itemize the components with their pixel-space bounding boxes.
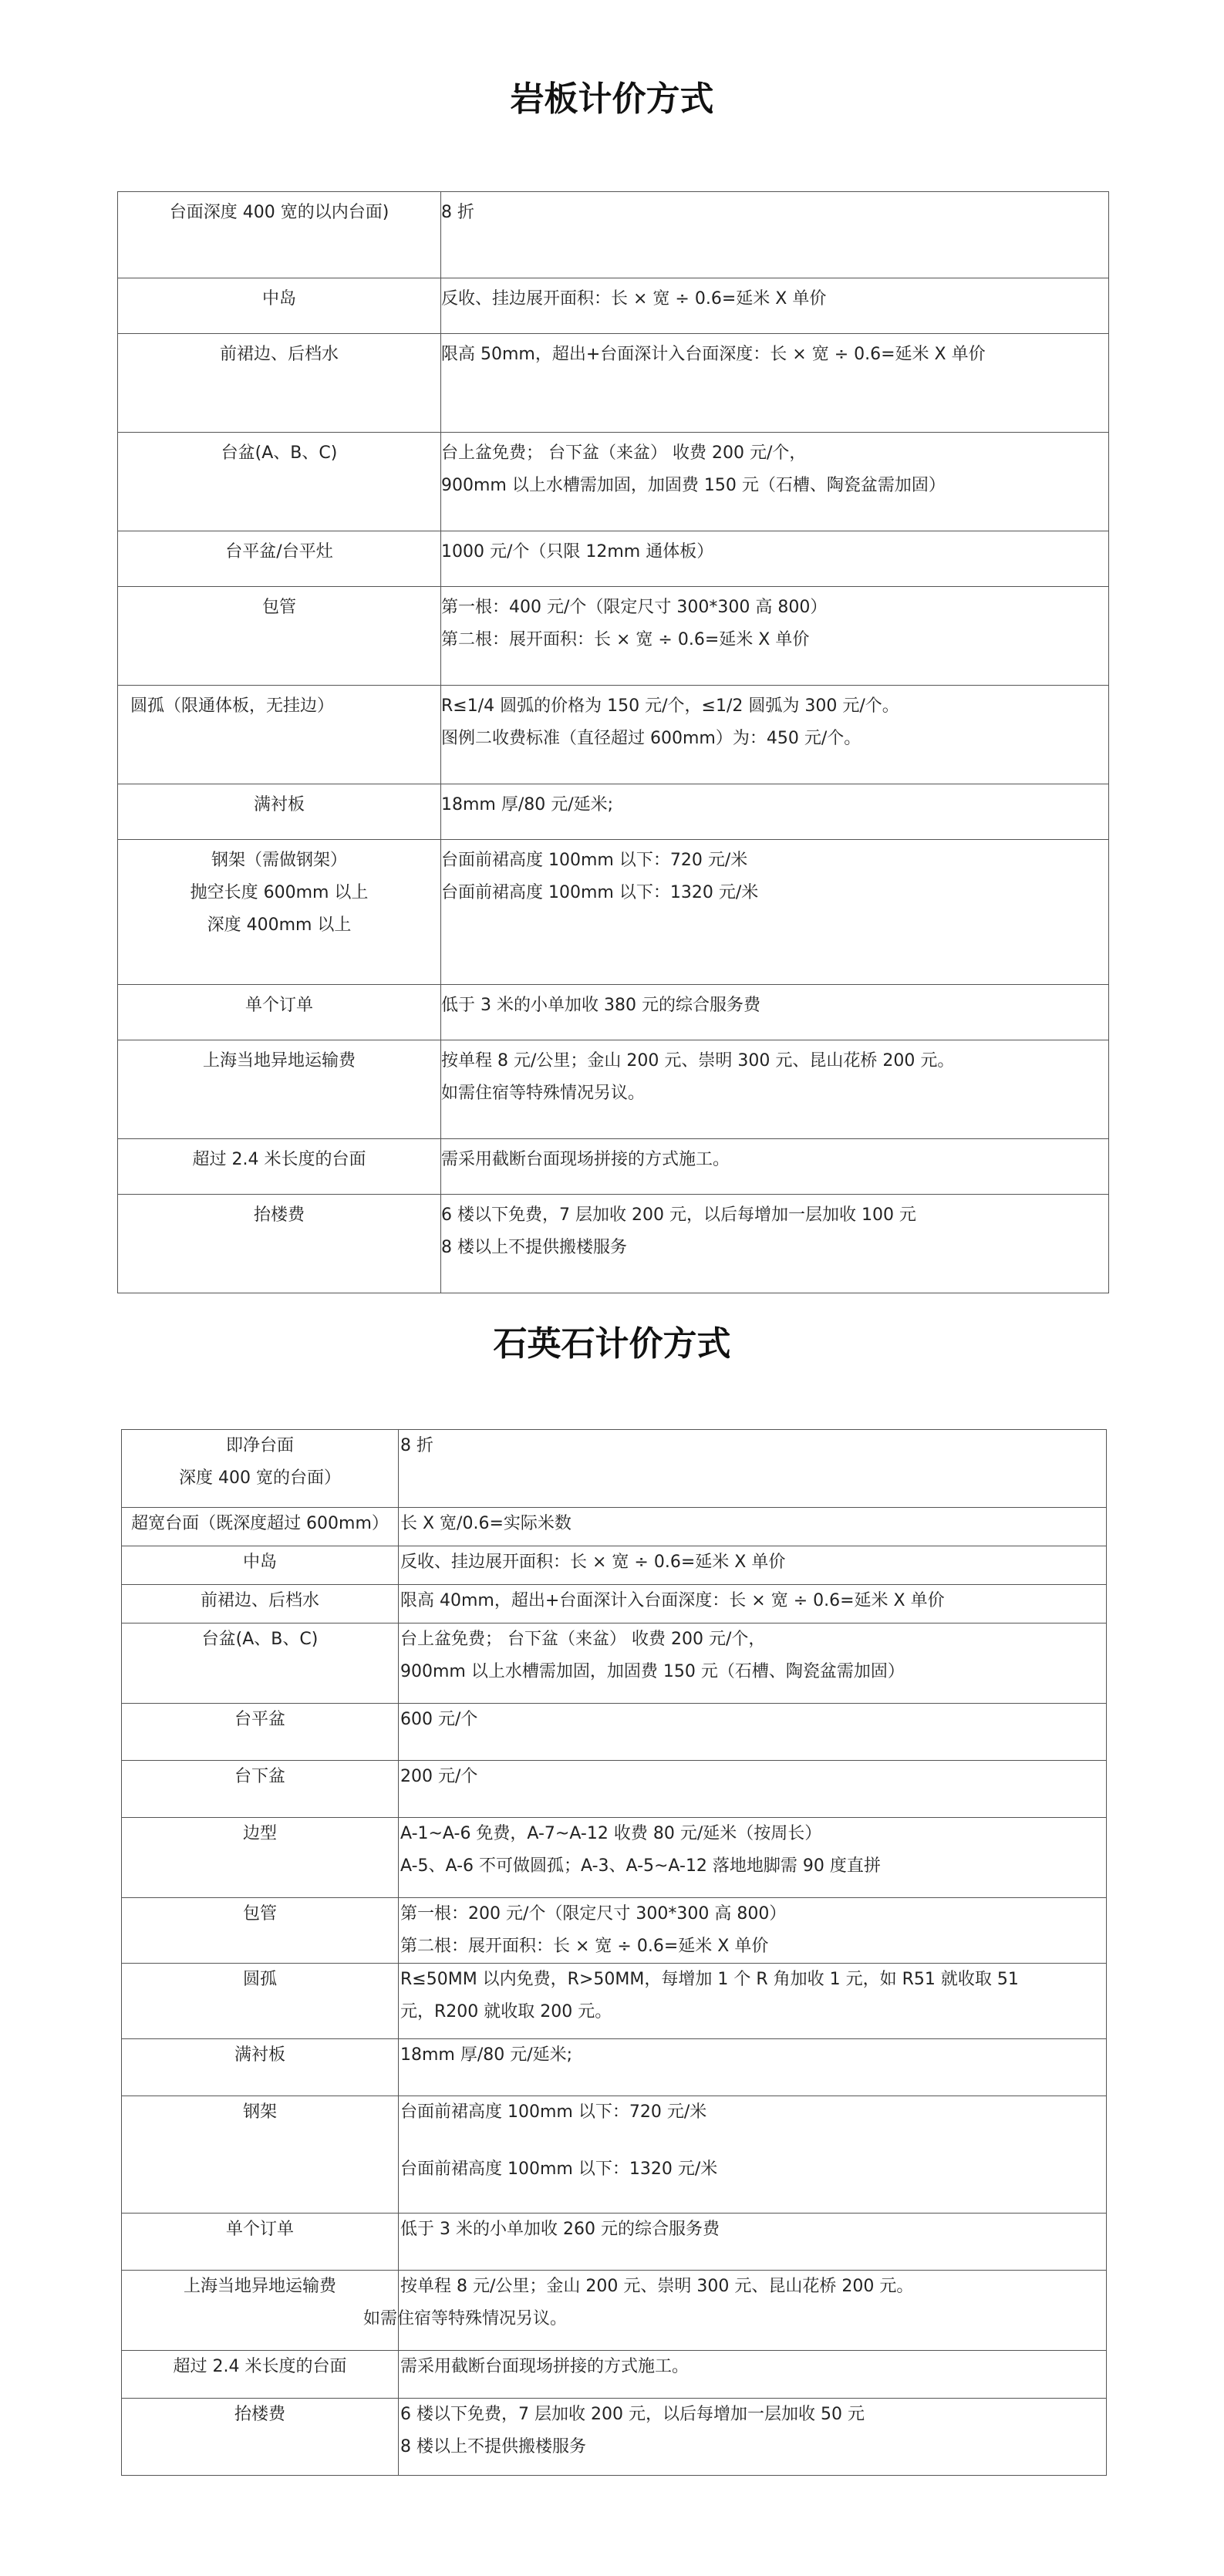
row-value-line: 反收、挂边展开面积：长 × 宽 ÷ 0.6=延米 X 单价 <box>400 1553 786 1572</box>
row-label <box>118 1139 441 1195</box>
row-value <box>441 433 1109 531</box>
row-label-line: 台面深度 400 宽的以内台面) <box>169 203 389 222</box>
row-value-line: 第一根：200 元/个（限定尺寸 300*300 高 800） <box>400 1904 787 1924</box>
row-value <box>399 2039 1107 2096</box>
table-row <box>122 1585 1107 1623</box>
row-value <box>441 278 1109 334</box>
row-label-line: 包管 <box>242 1904 277 1924</box>
row-value-line: 需采用截断台面现场拼接的方式施工。 <box>441 1150 730 1169</box>
row-value <box>441 531 1109 587</box>
row-value <box>399 1430 1107 1508</box>
row-label-line: 台盆(A、B、C) <box>201 1630 319 1649</box>
row-value <box>441 840 1109 985</box>
row-label <box>122 2214 399 2271</box>
row-value <box>399 1508 1107 1546</box>
row-value-line: 600 元/个 <box>400 1710 478 1729</box>
row-label-line: 包管 <box>261 598 296 617</box>
table-row <box>118 1040 1109 1139</box>
row-value <box>399 1585 1107 1623</box>
row-value-line: 元，R200 就收取 200 元。 <box>400 2002 612 2021</box>
row-value-line: 6 楼以下免费，7 层加收 200 元，以后每增加一层加收 50 元 <box>400 2405 865 2424</box>
row-label <box>118 1195 441 1293</box>
row-value <box>399 2399 1107 2476</box>
row-value-line: 900mm 以上水槽需加固，加固费 150 元（石槽、陶瓷盆需加固） <box>441 476 946 495</box>
row-label <box>118 840 441 985</box>
row-label-line: 前裙边、后档水 <box>219 345 339 364</box>
row-label <box>118 686 441 784</box>
row-value <box>399 1761 1107 1818</box>
table-row <box>122 1704 1107 1761</box>
row-value <box>363 2271 1107 2351</box>
row-value-line: R≤1/4 圆弧的价格为 150 元/个，≤1/2 圆弧为 300 元/个。 <box>441 696 899 716</box>
row-label <box>118 985 441 1040</box>
row-value-line: 第二根：展开面积：长 × 宽 ÷ 0.6=延米 X 单价 <box>400 1937 769 1956</box>
row-value <box>441 1139 1109 1195</box>
quartz-pricing-table <box>121 1429 1107 2476</box>
row-value <box>399 1546 1107 1585</box>
row-label-line: 深度 400 宽的台面） <box>179 1468 341 1488</box>
row-label-line: 钢架 <box>242 2102 277 2122</box>
row-value-line: 900mm 以上水槽需加固，加固费 150 元（石槽、陶瓷盆需加固） <box>400 1662 905 1681</box>
row-label-line: 台盆(A、B、C) <box>221 443 338 463</box>
row-value-line: 按单程 8 元/公里；金山 200 元、崇明 300 元、昆山花桥 200 元。 <box>441 1051 955 1071</box>
table-row <box>122 1623 1107 1704</box>
row-label-line: 上海当地异地运输费 <box>183 2277 336 2296</box>
row-value-line: 台面前裙高度 100mm 以下：720 元/米 <box>400 2102 707 2122</box>
table-row <box>118 433 1109 531</box>
row-label-line: 超过 2.4 米长度的台面 <box>192 1150 366 1169</box>
table-row <box>122 2399 1107 2476</box>
table-row <box>122 2214 1107 2271</box>
row-value-line: 18mm 厚/80 元/延米; <box>400 2045 573 2065</box>
row-label <box>122 2039 399 2096</box>
row-label-line: 单个订单 <box>225 2220 294 2239</box>
row-value-line: 8 折 <box>400 1436 433 1455</box>
table-row <box>122 2039 1107 2096</box>
row-label <box>122 1761 399 1818</box>
row-label-line: 前裙边、后档水 <box>200 1591 319 1610</box>
row-value-line: A-5、A-6 不可做圆孤；A-3、A-5~A-12 落地地脚需 90 度直拼 <box>400 1856 881 1876</box>
row-label <box>122 2271 399 2351</box>
table-row <box>118 334 1109 433</box>
row-value-line: 1000 元/个（只限 12mm 通体板） <box>441 542 714 561</box>
row-value-line: 200 元/个 <box>400 1767 478 1786</box>
row-value-line: 图例二收费标准（直径超过 600mm）为：450 元/个。 <box>441 729 862 748</box>
row-label-line: 单个订单 <box>244 996 313 1015</box>
table-row <box>118 840 1109 985</box>
row-label <box>118 1040 441 1139</box>
row-label-line: 台平盆 <box>234 1710 285 1729</box>
row-value-line: 台面前裙高度 100mm 以下：1320 元/米 <box>441 883 759 902</box>
row-value-line: 按单程 8 元/公里；金山 200 元、崇明 300 元、昆山花桥 200 元。 <box>400 2277 914 2296</box>
row-label <box>118 433 441 531</box>
row-value-line: 低于 3 米的小单加收 380 元的综合服务费 <box>441 996 760 1015</box>
row-label <box>122 2351 399 2399</box>
row-label-line: 抬楼费 <box>253 1205 305 1225</box>
row-label <box>118 278 441 334</box>
row-label <box>122 1585 399 1623</box>
row-value-line: 台上盆免费； 台下盆（来盆） 收费 200 元/个， <box>441 443 807 463</box>
row-label-line: 抬楼费 <box>234 2405 285 2424</box>
table-row <box>118 985 1109 1040</box>
row-value-line: 限高 50mm，超出+台面深计入台面深度：长 × 宽 ÷ 0.6=延米 X 单价 <box>441 345 986 364</box>
row-value <box>441 1040 1109 1139</box>
row-label-line: 抛空长度 600mm 以上 <box>190 883 369 902</box>
row-value <box>399 1898 1107 1964</box>
table-row <box>122 1898 1107 1964</box>
row-value <box>441 1195 1109 1293</box>
row-label <box>122 1898 399 1964</box>
row-label <box>118 192 441 278</box>
row-value-line: 限高 40mm，超出+台面深计入台面深度：长 × 宽 ÷ 0.6=延米 X 单价 <box>400 1591 945 1610</box>
row-label-line: 超宽台面（既深度超过 600mm） <box>131 1514 389 1533</box>
row-value <box>441 587 1109 686</box>
row-value-line: 如需住宿等特殊情况另议。 <box>363 2309 568 2328</box>
table-row <box>122 2271 1107 2351</box>
row-label <box>122 1623 399 1704</box>
row-label-line: 满衬板 <box>234 2045 285 2065</box>
row-label-line: 上海当地异地运输费 <box>202 1051 356 1071</box>
row-value <box>399 2214 1107 2271</box>
row-label-line: 中岛 <box>261 289 296 309</box>
row-value-line: 6 楼以下免费，7 层加收 200 元，以后每增加一层加收 100 元 <box>441 1205 916 1225</box>
row-value-line: 反收、挂边展开面积：长 × 宽 ÷ 0.6=延米 X 单价 <box>441 289 827 309</box>
row-label-line: 深度 400mm 以上 <box>207 915 352 935</box>
table-row <box>122 1508 1107 1546</box>
table-row <box>118 587 1109 686</box>
table-row <box>122 1546 1107 1585</box>
row-label <box>122 1818 399 1898</box>
row-value-line: 第一根：400 元/个（限定尺寸 300*300 高 800） <box>441 598 828 617</box>
row-label <box>122 1508 399 1546</box>
row-value <box>399 2096 1107 2214</box>
row-label <box>122 2096 399 2214</box>
table-row <box>118 278 1109 334</box>
row-label <box>118 587 441 686</box>
table-row <box>118 1139 1109 1195</box>
row-value <box>441 334 1109 433</box>
row-value <box>399 2351 1107 2399</box>
table-row <box>122 1818 1107 1898</box>
row-value-line: 台上盆免费； 台下盆（来盆） 收费 200 元/个， <box>400 1630 766 1649</box>
row-label-line: 圆孤 <box>242 1970 277 1989</box>
table-row <box>122 2351 1107 2399</box>
table-row <box>118 1195 1109 1293</box>
row-value-line: 长 X 宽/0.6=实际米数 <box>400 1514 572 1533</box>
table-row <box>118 192 1109 278</box>
row-value-line: 需采用截断台面现场拼接的方式施工。 <box>400 2357 690 2376</box>
table-row <box>122 1964 1107 2039</box>
row-value-line: R≤50MM 以内免费，R>50MM，每增加 1 个 R 角加收 1 元，如 R51 就收取 51 <box>400 1970 1019 1989</box>
row-value <box>441 192 1109 278</box>
row-value-line: 台面前裙高度 100mm 以下：720 元/米 <box>441 851 748 870</box>
row-label-line: 超过 2.4 米长度的台面 <box>173 2357 347 2376</box>
row-label <box>122 2399 399 2476</box>
row-value-line: 第二根：展开面积：长 × 宽 ÷ 0.6=延米 X 单价 <box>441 630 810 649</box>
table-row <box>122 1761 1107 1818</box>
table-row <box>122 1430 1107 1508</box>
row-value-line: A-1~A-6 免费，A-7~A-12 收费 80 元/延米（按周长） <box>400 1824 822 1843</box>
row-value-line: 18mm 厚/80 元/延米; <box>441 795 614 814</box>
row-label <box>122 1430 399 1508</box>
section2-title: 石英石计价方式 <box>493 1324 731 1364</box>
table-row <box>118 531 1109 587</box>
row-label-line: 台平盆/台平灶 <box>225 542 333 561</box>
row-label <box>118 784 441 840</box>
row-label-line: 钢架（需做钢架） <box>211 851 347 870</box>
section1-title: 岩板计价方式 <box>510 79 714 119</box>
row-value-line: 8 楼以上不提供搬楼服务 <box>441 1238 627 1257</box>
row-label-line: 中岛 <box>242 1553 277 1572</box>
row-value-line: 8 折 <box>441 203 474 222</box>
row-value <box>399 1623 1107 1704</box>
table-row <box>122 2096 1107 2214</box>
row-label-line: 圆孤（限通体板，无挂边） <box>130 696 335 716</box>
row-label <box>122 1704 399 1761</box>
row-label <box>118 334 441 433</box>
table-row <box>118 686 1109 784</box>
row-label-line: 台下盆 <box>234 1767 285 1786</box>
row-label <box>118 531 441 587</box>
row-value-line: 8 楼以上不提供搬楼服务 <box>400 2437 586 2456</box>
row-value <box>399 1704 1107 1761</box>
row-label-line: 满衬板 <box>253 795 305 814</box>
row-label-line: 边型 <box>242 1824 277 1843</box>
row-value-line: 台面前裙高度 100mm 以下：1320 元/米 <box>400 2160 718 2179</box>
row-value <box>441 784 1109 840</box>
stone-slab-pricing-table <box>117 191 1109 1293</box>
row-value-line: 低于 3 米的小单加收 260 元的综合服务费 <box>400 2220 720 2239</box>
row-value <box>441 686 1109 784</box>
row-label-line: 即净台面 <box>225 1436 294 1455</box>
row-label <box>122 1546 399 1585</box>
row-value <box>399 1964 1107 2039</box>
row-label <box>122 1964 399 2039</box>
table-row <box>118 784 1109 840</box>
row-value <box>441 985 1109 1040</box>
row-value-line: 如需住宿等特殊情况另议。 <box>441 1084 646 1103</box>
row-value <box>399 1818 1107 1898</box>
